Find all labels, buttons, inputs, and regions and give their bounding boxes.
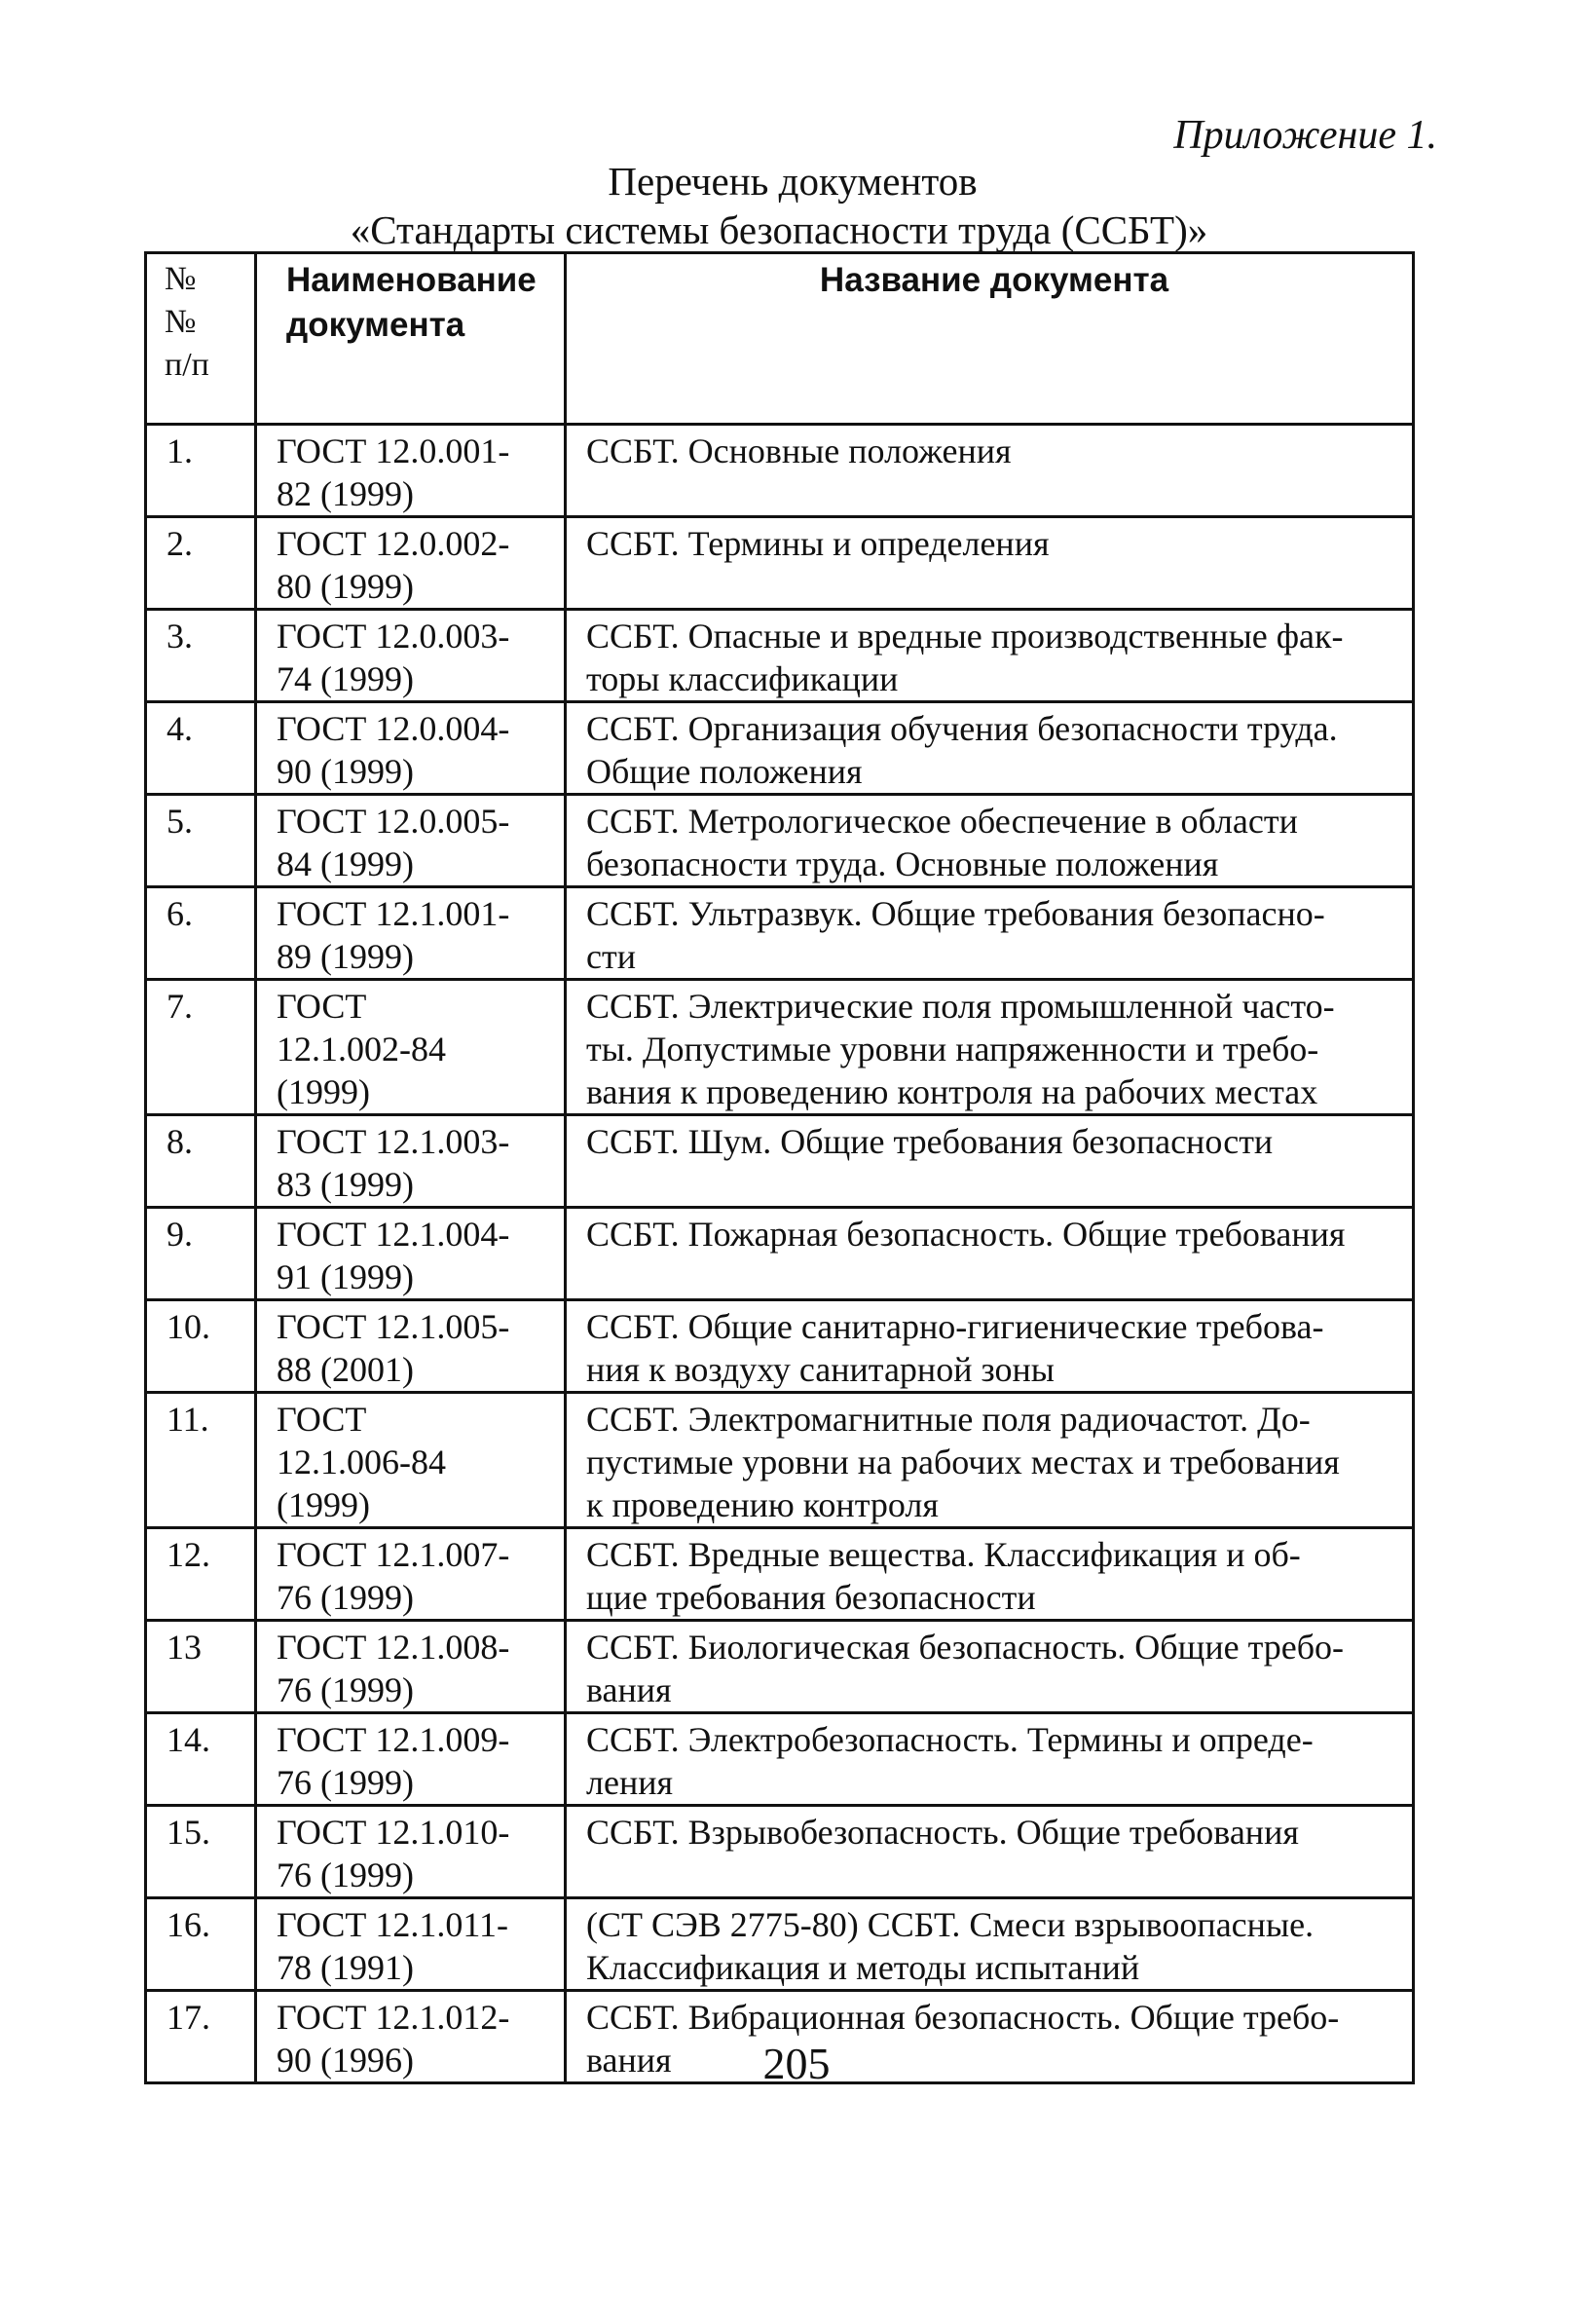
- row-number: 6.: [146, 887, 256, 980]
- column-header-name: Наименование документа: [256, 253, 566, 425]
- row-number: 5.: [146, 795, 256, 887]
- row-number: 7.: [146, 980, 256, 1115]
- row-number: 9.: [146, 1208, 256, 1300]
- row-number: 2.: [146, 517, 256, 610]
- row-number: 17.: [146, 1991, 256, 2083]
- table-body: [146, 425, 1414, 2083]
- document-title-line-2: «Стандарты системы безопасности труда (ССБТ)»: [350, 207, 1208, 252]
- table-row: [146, 1713, 1414, 1806]
- document-designation: ГОСТ 12.0.002- 80 (1999): [256, 517, 566, 610]
- document-designation: ГОСТ 12.0.001- 82 (1999): [256, 425, 566, 517]
- row-number: 11.: [146, 1393, 256, 1528]
- row-number: 16.: [146, 1898, 256, 1991]
- table-row: [146, 1208, 1414, 1300]
- row-number: 4.: [146, 702, 256, 795]
- document-designation: ГОСТ 12.1.006-84 (1999): [256, 1393, 566, 1528]
- document-designation: ГОСТ 12.1.002-84 (1999): [256, 980, 566, 1115]
- table-row: [146, 425, 1414, 517]
- document-title: ССБТ. Вредные вещества. Классификация и об- щие требования безопасности: [566, 1528, 1414, 1621]
- document-title: ССБТ. Опасные и вредные производственные фак- торы классификации: [566, 610, 1414, 702]
- row-number: 1.: [146, 425, 256, 517]
- row-number: 10.: [146, 1300, 256, 1393]
- document-designation: ГОСТ 12.1.010- 76 (1999): [256, 1806, 566, 1898]
- row-number: 8.: [146, 1115, 256, 1208]
- table-row: [146, 1898, 1414, 1991]
- row-number: 14.: [146, 1713, 256, 1806]
- document-title: ССБТ. Шум. Общие требования безопасности: [566, 1115, 1414, 1208]
- document-designation: ГОСТ 12.1.011- 78 (1991): [256, 1898, 566, 1991]
- document-title: ССБТ. Термины и определения: [566, 517, 1414, 610]
- document-title: ССБТ. Ультразвук. Общие требования безопасно- сти: [566, 887, 1414, 980]
- document-designation: ГОСТ 12.1.004- 91 (1999): [256, 1208, 566, 1300]
- document-title: ССБТ. Биологическая безопасность. Общие требо- вания: [566, 1621, 1414, 1713]
- document-title: ССБТ. Вибрационная безопасность. Общие требо- вания: [566, 1991, 1414, 2083]
- table-row: [146, 1115, 1414, 1208]
- document-designation: ГОСТ 12.1.009- 76 (1999): [256, 1713, 566, 1806]
- table-row: [146, 517, 1414, 610]
- table-row: [146, 887, 1414, 980]
- document-title: ССБТ. Электромагнитные поля радиочастот. До- пустимые уровни на рабочих местах и требования к проведению контроля: [566, 1393, 1414, 1528]
- row-number: 12.: [146, 1528, 256, 1621]
- document-title: ССБТ. Общие санитарно-гигиенические требова- ния к воздуху санитарной зоны: [566, 1300, 1414, 1393]
- appendix-label: Приложение 1.: [1173, 113, 1437, 158]
- document-title: ССБТ. Электрические поля промышленной часто- ты. Допустимые уровни напряженности и требо- вания к проведению контроля на рабочих местах: [566, 980, 1414, 1115]
- document-designation: ГОСТ 12.1.005- 88 (2001): [256, 1300, 566, 1393]
- row-number: 3.: [146, 610, 256, 702]
- column-header-number: № № п/п: [146, 253, 256, 425]
- document-title: (СТ СЭВ 2775-80) ССБТ. Смеси взрывоопасные. Классификация и методы испытаний: [566, 1898, 1414, 1991]
- document-title: ССБТ. Электробезопасность. Термины и опреде- ления: [566, 1713, 1414, 1806]
- document-title: ССБТ. Пожарная безопасность. Общие требования: [566, 1208, 1414, 1300]
- column-header-title: Название документа: [566, 253, 1414, 425]
- document-title: ССБТ. Основные положения: [566, 425, 1414, 517]
- page-number: 205: [762, 2039, 831, 2088]
- table-header-row: [146, 253, 1414, 425]
- document-designation: ГОСТ 12.0.003- 74 (1999): [256, 610, 566, 702]
- document-designation: ГОСТ 12.1.008- 76 (1999): [256, 1621, 566, 1713]
- table-row: [146, 702, 1414, 795]
- document-title: ССБТ. Организация обучения безопасности труда. Общие положения: [566, 702, 1414, 795]
- document-title-line-1: Перечень документов: [608, 159, 978, 204]
- table-row: [146, 1806, 1414, 1898]
- table-row: [146, 1393, 1414, 1528]
- row-number: 15.: [146, 1806, 256, 1898]
- row-number: 13: [146, 1621, 256, 1713]
- document-designation: ГОСТ 12.1.007- 76 (1999): [256, 1528, 566, 1621]
- document-designation: ГОСТ 12.0.004- 90 (1999): [256, 702, 566, 795]
- table-row: [146, 610, 1414, 702]
- document-title: ССБТ. Метрологическое обеспечение в области безопасности труда. Основные положения: [566, 795, 1414, 887]
- document-title: ССБТ. Взрывобезопасность. Общие требования: [566, 1806, 1414, 1898]
- table-row: [146, 980, 1414, 1115]
- table-row: [146, 1621, 1414, 1713]
- table-row: [146, 1528, 1414, 1621]
- document-designation: ГОСТ 12.1.001- 89 (1999): [256, 887, 566, 980]
- table-row: [146, 795, 1414, 887]
- document-designation: ГОСТ 12.1.012- 90 (1996): [256, 1991, 566, 2083]
- document-designation: ГОСТ 12.1.003- 83 (1999): [256, 1115, 566, 1208]
- standards-table: [144, 251, 1415, 2084]
- table-row: [146, 1300, 1414, 1393]
- document-designation: ГОСТ 12.0.005- 84 (1999): [256, 795, 566, 887]
